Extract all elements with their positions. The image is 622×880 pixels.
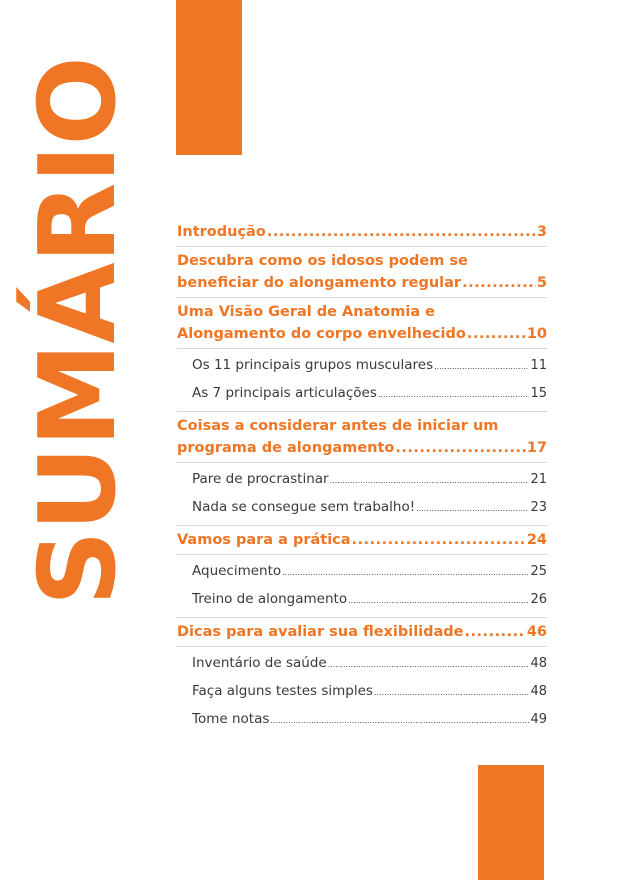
toc-entry-visao-geral[interactable]: Uma Visão Geral de Anatomia e Alongamento do corpo envelhecido ..... 10: [177, 301, 547, 345]
toc-entry-grupos-musculares[interactable]: Os 11 principais grupos musculares ..... 11: [192, 352, 547, 380]
toc-entry-trabalho[interactable]: Nada se consegue sem trabalho! ..... 23: [192, 494, 547, 522]
divider: [177, 554, 547, 555]
toc-entry-pratica[interactable]: Vamos para a prática ..... 24: [177, 529, 547, 551]
orange-bar-top: [176, 0, 242, 155]
toc-entry-notas[interactable]: Tome notas ..... 49: [192, 706, 547, 734]
divider: [177, 246, 547, 247]
page-number: 15: [530, 386, 547, 401]
page-number: 3: [536, 224, 547, 240]
page-number: 25: [530, 564, 547, 579]
page-number: 23: [530, 500, 547, 515]
page-number: 10: [526, 326, 547, 342]
divider: [177, 462, 547, 463]
toc-entry-testes[interactable]: Faça alguns testes simples ..... 48: [192, 678, 547, 706]
page-number: 49: [530, 712, 547, 727]
table-of-contents: [177, 218, 547, 734]
page-number: 24: [526, 532, 547, 548]
page-number: 5: [536, 275, 547, 291]
toc-entry-coisas-considerar[interactable]: Coisas a considerar antes de iniciar um programa de alongamento ..... 17: [177, 415, 547, 459]
divider: [177, 646, 547, 647]
toc-entry-inventario[interactable]: Inventário de saúde ..... 48: [192, 650, 547, 678]
toc-entry-introducao[interactable]: Introdução ..... 3: [177, 221, 547, 243]
divider: [177, 525, 547, 526]
page-number: 11: [530, 358, 547, 373]
toc-entry-dicas[interactable]: Dicas para avaliar sua flexibilidade ..... 46: [177, 621, 547, 643]
page-number: 17: [526, 440, 547, 456]
page-number: 26: [530, 592, 547, 607]
toc-entry-aquecimento[interactable]: Aquecimento ..... 25: [192, 558, 547, 586]
toc-entry-treino[interactable]: Treino de alongamento ..... 26: [192, 586, 547, 614]
toc-entry-articulacoes[interactable]: As 7 principais articulações ..... 15: [192, 380, 547, 408]
toc-entry-descubra[interactable]: Descubra como os idosos podem se beneficiar do alongamento regular ..... 5: [177, 250, 547, 294]
page-number: 48: [530, 684, 547, 699]
page-number: 46: [526, 624, 547, 640]
divider: [177, 348, 547, 349]
page-number: 48: [530, 656, 547, 671]
page-number: 21: [530, 472, 547, 487]
divider: [177, 297, 547, 298]
page-heading: SUMÁRIO: [17, 57, 139, 606]
orange-bar-bottom: [478, 765, 544, 880]
divider: [177, 617, 547, 618]
divider: [177, 411, 547, 412]
toc-entry-procrastinar[interactable]: Pare de procrastinar ..... 21: [192, 466, 547, 494]
